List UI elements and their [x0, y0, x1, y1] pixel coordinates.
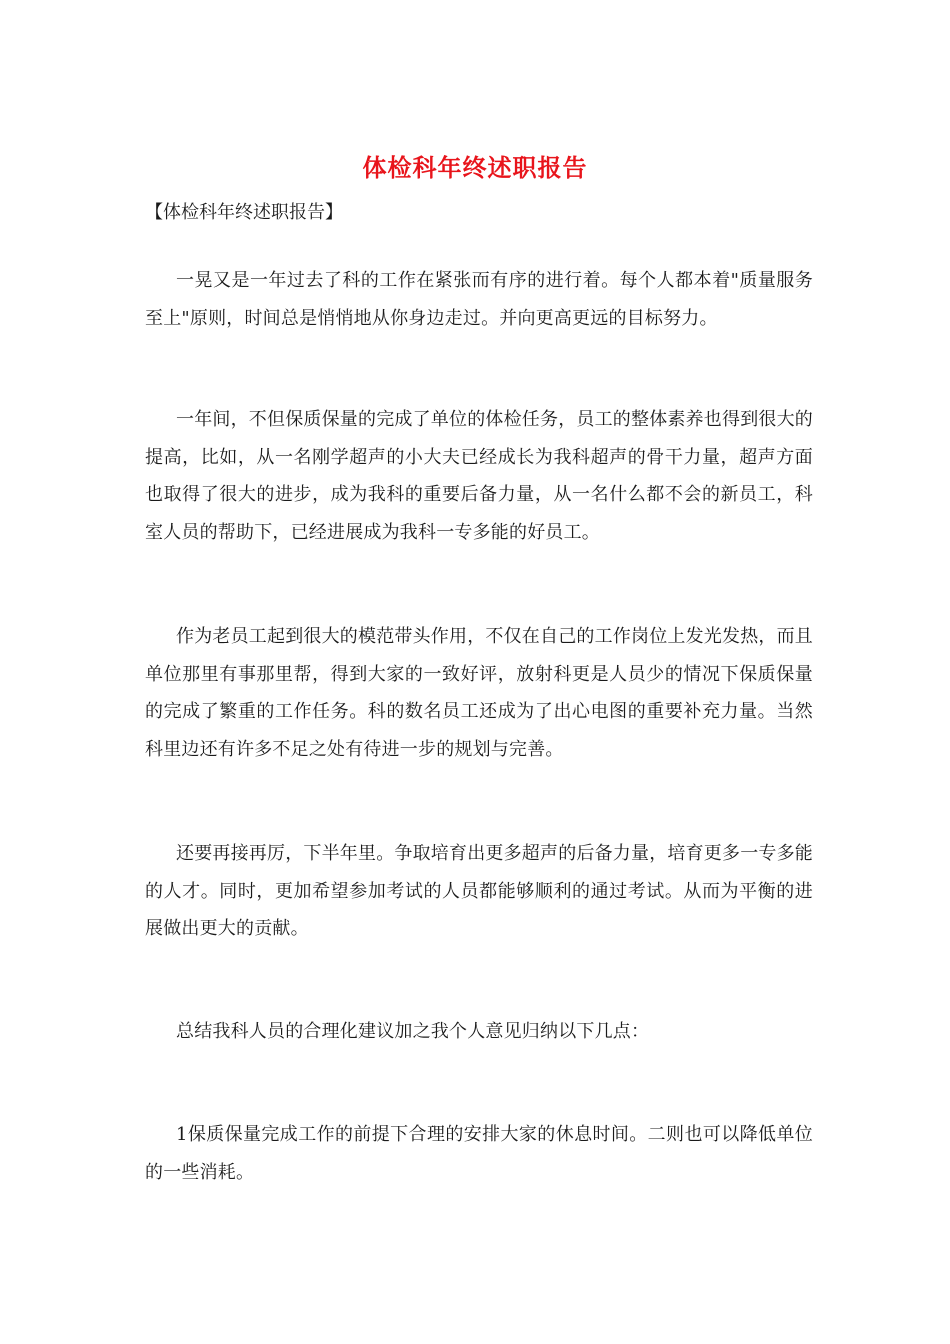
paragraph-5: 总结我科人员的合理化建议加之我个人意见归纳以下几点： [176, 1021, 650, 1042]
paragraph-3: 作为老员工起到很大的模范带头作用，不仅在自己的工作岗位上发光发热，而且单位那里有事那里帮，得到大家的一致好评，放射科更是人员少的情况下保质保量的完成了繁重的工作任务。科的数名员工还成为了出心电图的重要补充力量。当然科里边还有许多不足之处有待进一步的规划与完善。 [145, 626, 813, 760]
paragraph-6: 1保质保量完成工作的前提下合理的安排大家的休息时间。二则也可以降低单位的一些消耗。 [145, 1124, 813, 1183]
paragraph-2: 一年间，不但保质保量的完成了单位的体检任务，员工的整体素养也得到很大的提高，比如，从一名刚学超声的小大夫已经成长为我科超声的骨干力量，超声方面也取得了很大的进步，成为我科的重要后备力量，从一名什么都不会的新员工，科室人员的帮助下，已经进展成为我科一专多能的好员工。 [145, 409, 813, 543]
document-subtitle: 【体检科年终述职报告】 [145, 202, 343, 223]
paragraph-4: 还要再接再厉，下半年里。争取培育出更多超声的后备力量，培育更多一专多能的人才。同时，更加希望参加考试的人员都能够顺利的通过考试。从而为平衡的进展做出更大的贡献。 [145, 843, 813, 939]
document-title: 体检科年终述职报告 [362, 153, 588, 182]
paragraph-1: 一晃又是一年过去了科的工作在紧张而有序的进行着。每个人都本着"质量服务至上"原则，时间总是悄悄地从你身边走过。并向更高更远的目标努力。 [145, 270, 813, 329]
